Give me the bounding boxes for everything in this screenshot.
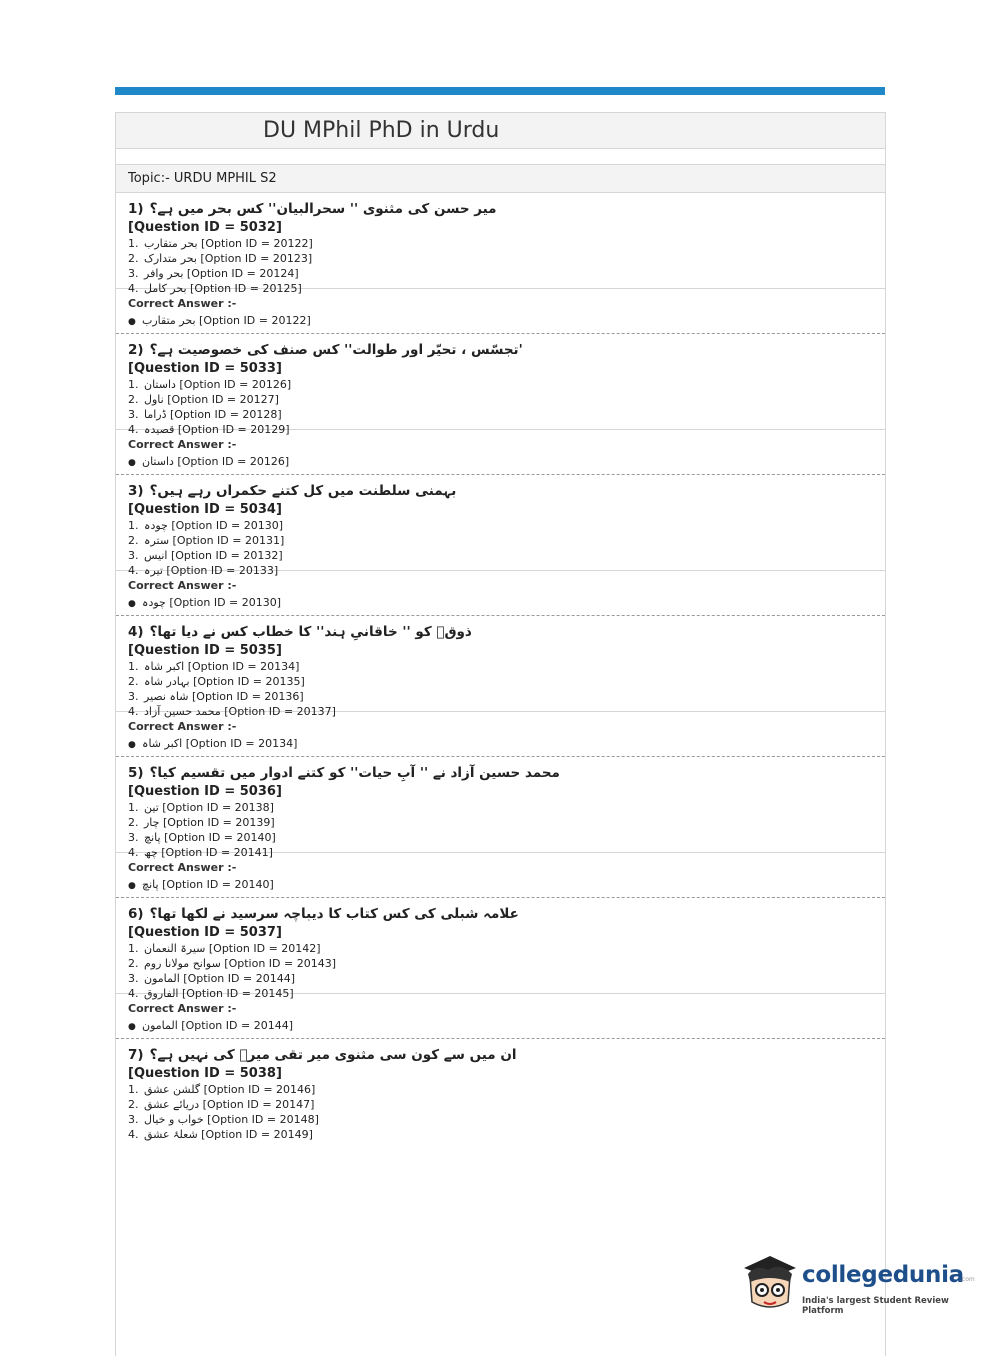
- correct-answer-value: [128, 313, 873, 328]
- option-text: بہادر شاہ [Option ID = 20135]: [144, 675, 305, 688]
- option-item: [128, 1112, 873, 1127]
- option-text: سوانح مولانا روم [Option ID = 20143]: [144, 957, 337, 970]
- question-block: [116, 475, 885, 616]
- option-item: [128, 1097, 873, 1112]
- question-block: [116, 898, 885, 1039]
- option-item: [128, 941, 873, 956]
- option-index: 2.: [128, 816, 139, 829]
- option-index: 4.: [128, 1128, 139, 1141]
- option-text: شعلۂ عشق [Option ID = 20149]: [144, 1128, 313, 1141]
- option-list: [128, 800, 873, 860]
- question-body: [116, 1039, 885, 1141]
- option-index: 3.: [128, 972, 139, 985]
- option-text: داستان [Option ID = 20126]: [144, 378, 292, 391]
- correct-answer-label: Correct Answer :-: [128, 297, 237, 310]
- correct-answer-text: المامون [Option ID = 20144]: [142, 1019, 293, 1032]
- option-text: بحر کامل [Option ID = 20125]: [144, 282, 302, 295]
- collegedunia-logo: [740, 1250, 975, 1320]
- option-list: [128, 659, 873, 719]
- option-text: تیرہ [Option ID = 20133]: [144, 564, 279, 577]
- option-list: [128, 1082, 873, 1142]
- correct-answer-text: بحر متقارب [Option ID = 20122]: [142, 314, 311, 327]
- question-id: [Question ID = 5033]: [128, 361, 282, 376]
- correct-answer-text: پانچ [Option ID = 20140]: [142, 878, 274, 891]
- option-text: بحر متدارک [Option ID = 20123]: [144, 252, 313, 265]
- option-text: محمد حسین آزاد [Option ID = 20137]: [144, 705, 336, 718]
- option-index: 3.: [128, 267, 139, 280]
- option-text: چودہ [Option ID = 20130]: [144, 519, 284, 532]
- question-text-row: [128, 481, 873, 501]
- question-text: بہمنی سلطنت میں کل کتنے حکمراں رہے ہیں؟: [149, 483, 457, 499]
- logo-suffix: .com: [960, 1276, 975, 1283]
- correct-answer-text: اکبر شاہ [Option ID = 20134]: [142, 737, 298, 750]
- question-number: 5): [128, 765, 144, 781]
- question-text: علامہ شبلی کی کس کتاب کا دیباچہ سرسید نے لکھا تھا؟: [149, 906, 519, 922]
- question-text: محمد حسین آزاد نے '' آبِ حیات'' کو کتنے ادوار میں تقسیم کیا؟: [149, 765, 560, 781]
- bullet-icon: ●: [128, 881, 136, 891]
- correct-answer-section: [116, 288, 885, 333]
- option-index: 4.: [128, 846, 139, 859]
- option-list: [128, 941, 873, 1001]
- bullet-icon: ●: [128, 599, 136, 609]
- option-index: 2.: [128, 534, 139, 547]
- logo-tagline: India's largest Student Review Platform: [802, 1296, 949, 1316]
- option-item: [128, 377, 873, 392]
- option-item: [128, 971, 873, 986]
- option-list: [128, 236, 873, 296]
- option-item: [128, 407, 873, 422]
- option-item: [128, 815, 873, 830]
- option-item: [128, 518, 873, 533]
- correct-answer-text: چودہ [Option ID = 20130]: [142, 596, 282, 609]
- question-body: [116, 334, 885, 436]
- option-index: 4.: [128, 705, 139, 718]
- option-item: [128, 956, 873, 971]
- question-number: 4): [128, 624, 144, 640]
- question-text-row: [128, 1045, 873, 1065]
- correct-answer-value: [128, 736, 873, 751]
- option-index: 1.: [128, 237, 139, 250]
- question-paper: [115, 112, 886, 1356]
- correct-answer-label: Correct Answer :-: [128, 720, 237, 733]
- option-item: [128, 266, 873, 281]
- question-number: 6): [128, 906, 144, 922]
- option-index: 1.: [128, 519, 139, 532]
- option-text: المامون [Option ID = 20144]: [144, 972, 295, 985]
- option-text: چھ [Option ID = 20141]: [144, 846, 273, 859]
- page-title: DU MPhil PhD in Urdu: [263, 118, 500, 143]
- question-block: [116, 757, 885, 898]
- correct-answer-value: [128, 454, 873, 469]
- question-block: [116, 193, 885, 334]
- option-index: 2.: [128, 252, 139, 265]
- option-item: [128, 533, 873, 548]
- correct-answer-label: Correct Answer :-: [128, 438, 237, 451]
- option-index: 3.: [128, 1113, 139, 1126]
- option-index: 4.: [128, 987, 139, 1000]
- option-text: سیرۃ النعمان [Option ID = 20142]: [144, 942, 321, 955]
- question-body: [116, 616, 885, 718]
- option-item: [128, 689, 873, 704]
- question-id: [Question ID = 5032]: [128, 220, 282, 235]
- option-text: شاہ نصیر [Option ID = 20136]: [144, 690, 304, 703]
- question-body: [116, 193, 885, 295]
- option-item: [128, 659, 873, 674]
- option-index: 1.: [128, 942, 139, 955]
- question-block: [116, 1039, 885, 1141]
- option-index: 4.: [128, 282, 139, 295]
- option-text: خواب و خیال [Option ID = 20148]: [144, 1113, 319, 1126]
- question-body: [116, 898, 885, 1000]
- question-list: [116, 193, 885, 1141]
- bullet-icon: ●: [128, 458, 136, 468]
- correct-answer-section: [116, 852, 885, 897]
- option-index: 3.: [128, 408, 139, 421]
- option-item: [128, 548, 873, 563]
- mascot-icon: [740, 1250, 800, 1314]
- correct-answer-value: [128, 1018, 873, 1033]
- title-row: [116, 112, 885, 149]
- option-item: [128, 830, 873, 845]
- option-item: [128, 800, 873, 815]
- question-body: [116, 475, 885, 577]
- question-number: 7): [128, 1047, 144, 1063]
- option-item: [128, 236, 873, 251]
- question-number: 3): [128, 483, 144, 499]
- question-number: 2): [128, 342, 144, 358]
- option-text: ناول [Option ID = 20127]: [144, 393, 279, 406]
- option-index: 3.: [128, 549, 139, 562]
- option-text: الفاروق [Option ID = 20145]: [144, 987, 294, 1000]
- question-text-row: [128, 904, 873, 924]
- question-text: ذوقؔ کو '' خاقانیِ ہند'' کا خطاب کس نے دیا تھا؟: [149, 624, 472, 640]
- option-index: 1.: [128, 660, 139, 673]
- correct-answer-section: [116, 429, 885, 474]
- spacer-row: [116, 149, 885, 165]
- question-text: میر حسن کی مثنوی '' سحرالبیان'' کس بحر میں ہے؟: [149, 201, 497, 217]
- question-id: [Question ID = 5037]: [128, 925, 282, 940]
- option-index: 1.: [128, 378, 139, 391]
- bullet-icon: ●: [128, 317, 136, 327]
- correct-answer-label: Correct Answer :-: [128, 861, 237, 874]
- topic-label: Topic:- URDU MPHIL S2: [116, 165, 885, 193]
- question-block: [116, 334, 885, 475]
- option-text: بحر متقارب [Option ID = 20122]: [144, 237, 313, 250]
- logo-brand: collegedunia: [802, 1262, 964, 1288]
- option-text: تین [Option ID = 20138]: [144, 801, 274, 814]
- correct-answer-label: Correct Answer :-: [128, 579, 237, 592]
- question-id: [Question ID = 5035]: [128, 643, 282, 658]
- option-item: [128, 1127, 873, 1142]
- option-index: 3.: [128, 831, 139, 844]
- option-index: 4.: [128, 564, 139, 577]
- option-item: [128, 251, 873, 266]
- question-number: 1): [128, 201, 144, 217]
- option-item: [128, 1082, 873, 1097]
- question-text-row: [128, 199, 873, 219]
- top-accent-bar: [115, 87, 885, 95]
- question-text: ان میں سے کون سی مثنوی میر تقی میرؔ کی نہیں ہے؟: [149, 1047, 517, 1063]
- option-index: 2.: [128, 1098, 139, 1111]
- correct-answer-value: [128, 877, 873, 892]
- option-index: 1.: [128, 1083, 139, 1096]
- option-text: بحر وافر [Option ID = 20124]: [144, 267, 299, 280]
- correct-answer-section: [116, 711, 885, 756]
- bullet-icon: ●: [128, 1022, 136, 1032]
- option-index: 2.: [128, 675, 139, 688]
- option-index: 2.: [128, 393, 139, 406]
- correct-answer-label: Correct Answer :-: [128, 1002, 237, 1015]
- option-text: دریائے عشق [Option ID = 20147]: [144, 1098, 315, 1111]
- bullet-icon: ●: [128, 740, 136, 750]
- option-item: [128, 674, 873, 689]
- option-text: گلشن عشق [Option ID = 20146]: [144, 1083, 316, 1096]
- option-list: [128, 518, 873, 578]
- option-text: سترہ [Option ID = 20131]: [144, 534, 285, 547]
- correct-answer-section: [116, 570, 885, 615]
- question-body: [116, 757, 885, 859]
- question-id: [Question ID = 5034]: [128, 502, 282, 517]
- question-text-row: [128, 763, 873, 783]
- question-text-row: [128, 622, 873, 642]
- option-text: ڈراما [Option ID = 20128]: [144, 408, 282, 421]
- option-index: 4.: [128, 423, 139, 436]
- question-id: [Question ID = 5036]: [128, 784, 282, 799]
- option-text: چار [Option ID = 20139]: [144, 816, 275, 829]
- option-index: 3.: [128, 690, 139, 703]
- correct-answer-text: داستان [Option ID = 20126]: [142, 455, 290, 468]
- option-index: 1.: [128, 801, 139, 814]
- question-id: [Question ID = 5038]: [128, 1066, 282, 1081]
- correct-answer-value: [128, 595, 873, 610]
- question-text-row: [128, 340, 873, 360]
- option-text: انیس [Option ID = 20132]: [144, 549, 283, 562]
- option-text: قصیدہ [Option ID = 20129]: [144, 423, 290, 436]
- option-text: پانچ [Option ID = 20140]: [144, 831, 276, 844]
- correct-answer-section: [116, 993, 885, 1038]
- question-text: 'تجسّس ، تحیّر اور طوالت'' کس صنف کی خصوصیت ہے؟: [149, 342, 523, 358]
- option-index: 2.: [128, 957, 139, 970]
- option-text: اکبر شاہ [Option ID = 20134]: [144, 660, 300, 673]
- question-block: [116, 616, 885, 757]
- option-list: [128, 377, 873, 437]
- option-item: [128, 392, 873, 407]
